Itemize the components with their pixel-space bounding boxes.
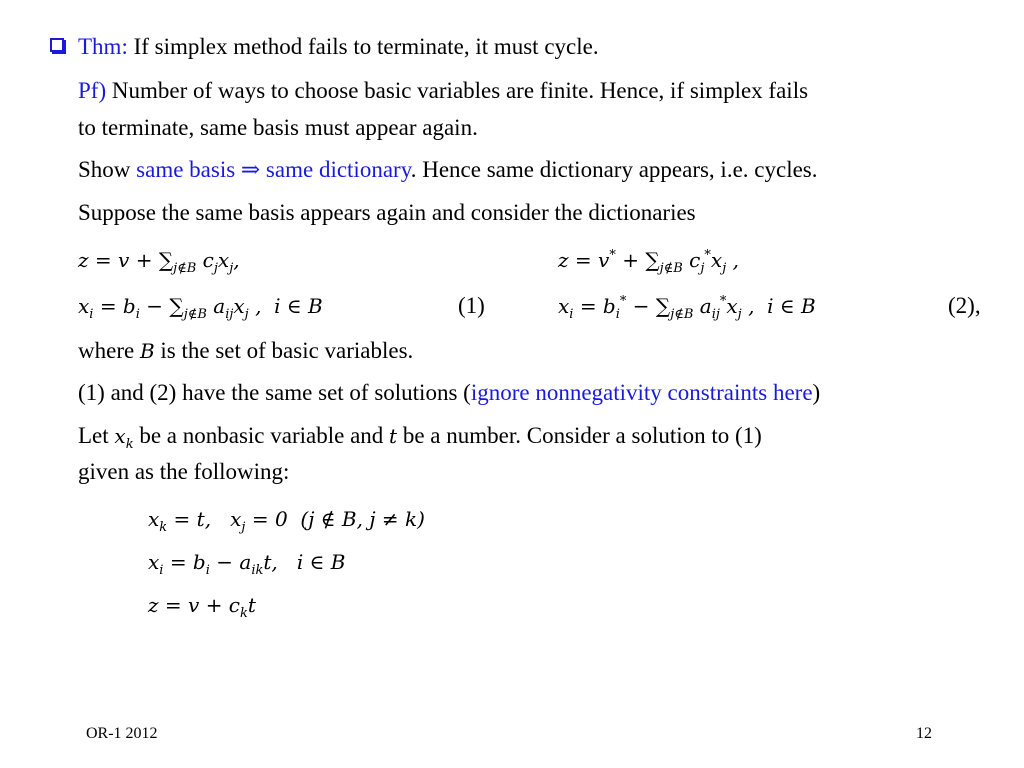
proof-line-2: to terminate, same basis must appear again.: [78, 115, 478, 140]
let-a: Let: [78, 423, 115, 448]
let-b: be a nonbasic variable and: [133, 423, 390, 448]
footer-page-number: 12: [916, 725, 932, 742]
eq1-label: (1): [458, 293, 485, 318]
show-line: [78, 156, 818, 184]
let-line-2: given as the following:: [78, 459, 290, 484]
where-line: where B is the set of basic variables.: [78, 338, 414, 363]
solution-eq-3: $z = v + c_kt$: [148, 593, 256, 621]
proof-text-1: Number of ways to choose basic variables are finite. Hence, if simplex fails: [106, 78, 809, 103]
show-highlight: same basis ⇒ same dictionary: [136, 157, 411, 182]
let-c: be a number. Consider a solution to (1): [397, 423, 762, 448]
eq-z-2: $z = v^* + \sum_{j\notin B}$ $c_j^*x_j$ ,: [558, 248, 739, 276]
suppose-line: Suppose the same basis appears again and consider the dictionaries: [78, 200, 696, 225]
same-solutions-prefix: (1) and (2) have the same set of solutions (: [78, 380, 471, 405]
eq-x-1: $x_i = b_i - \sum_{j\notin B}$ $a_{ij}x_j$ , i ∈ B: [78, 294, 323, 322]
let-line-1: Let $x_k$ be a nonbasic variable and t be a number. Consider a solution to (1): [78, 423, 762, 452]
show-prefix: Show: [78, 157, 137, 182]
where-text-a: where: [78, 338, 140, 363]
show-suffix: . Hence same dictionary appears, i.e. cycles.: [410, 157, 818, 182]
theorem-text: If simplex method fails to terminate, it must cycle.: [127, 34, 599, 59]
footer-course: OR-1 2012: [86, 725, 158, 742]
solution-eq-2: $x_i = b_i - a_{ik}t$, i ∈ B: [148, 550, 346, 578]
same-solutions-highlight: ignore nonnegativity constraints here: [470, 380, 813, 405]
theorem-label: Thm:: [78, 34, 128, 59]
eq2-label: (2),: [948, 293, 981, 318]
same-solutions-suffix: ): [812, 380, 821, 405]
same-solutions-line: [78, 379, 820, 407]
proof-line-1: [78, 77, 808, 105]
eq-x-2: $x_i = b_i^* - \sum_{j\notin B}$ $a_{ij}^*x_j$ , i ∈ B: [558, 294, 816, 322]
theorem-line: [78, 33, 599, 61]
eq-z-1: $z = v + \sum_{j\notin B}$ $c_jx_j$,: [78, 248, 240, 276]
solution-eq-1: $x_k = t$, $x_j = 0$ (j ∉ B, j ≠ k): [148, 507, 425, 535]
where-text-b: is the set of basic variables.: [154, 338, 414, 363]
proof-label: Pf): [78, 78, 107, 103]
checkbox-bullet-icon: [50, 38, 64, 52]
